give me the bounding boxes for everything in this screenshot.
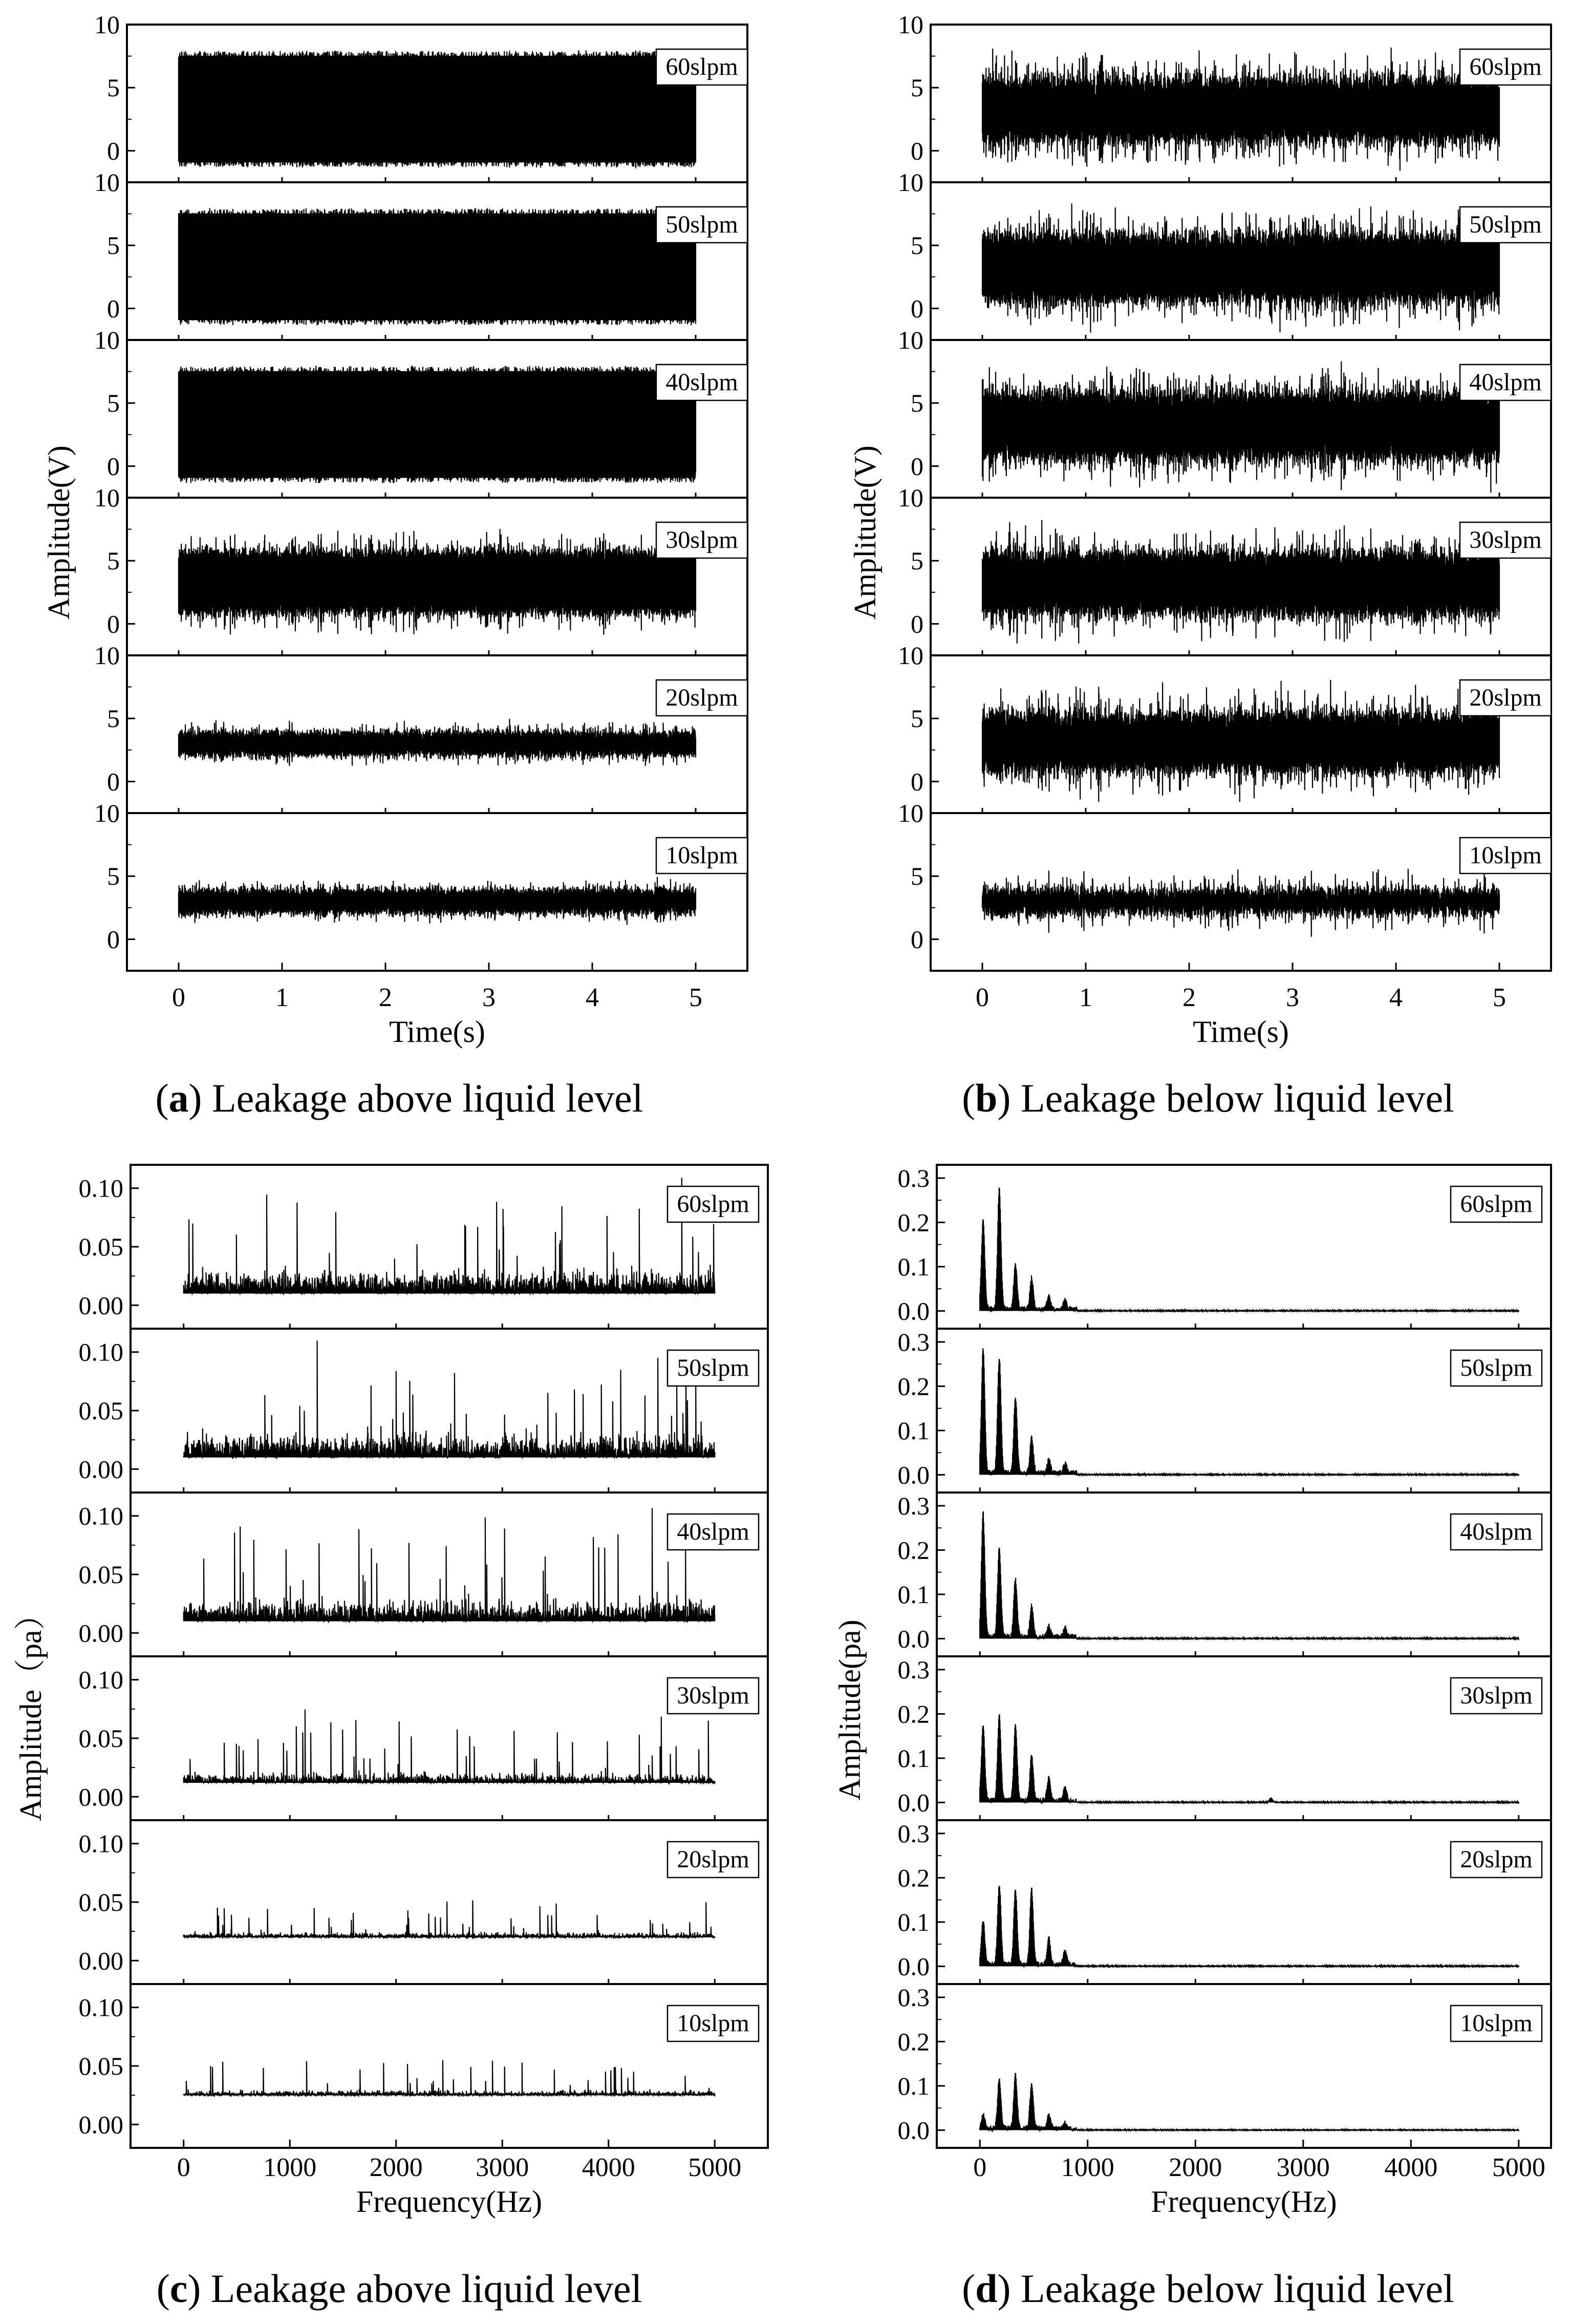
y-tick-label: 0.2 bbox=[897, 2027, 930, 2056]
x-tick-label: 1 bbox=[1079, 983, 1092, 1012]
legend-label: 20slpm bbox=[1460, 1846, 1533, 1873]
y-tick-label: 0.1 bbox=[897, 2071, 930, 2100]
y-tick-label: 0.2 bbox=[897, 1699, 930, 1729]
y-tick-label: 5 bbox=[107, 862, 120, 891]
signal-trace bbox=[982, 680, 1499, 802]
y-tick-label: 0.05 bbox=[78, 1724, 123, 1753]
panel-b-10slpm bbox=[898, 799, 1551, 971]
x-axis-title: Frequency(Hz) bbox=[1151, 2185, 1337, 2219]
y-tick-label: 5 bbox=[107, 231, 120, 260]
spectrum-trace bbox=[980, 1714, 1519, 1802]
legend-label: 30slpm bbox=[677, 1682, 749, 1709]
y-tick-label: 0.00 bbox=[78, 1946, 123, 1975]
x-tick-label: 0 bbox=[172, 983, 185, 1012]
y-tick-label: 0 bbox=[107, 609, 120, 638]
legend-label: 30slpm bbox=[1469, 526, 1542, 553]
chart-a bbox=[42, 10, 747, 1049]
y-tick-label: 0.0 bbox=[897, 1624, 930, 1653]
y-tick-label: 5 bbox=[107, 389, 120, 418]
legend-label: 20slpm bbox=[1469, 684, 1542, 711]
signal-fill bbox=[179, 56, 696, 163]
y-tick-label: 0.3 bbox=[897, 1982, 930, 2012]
y-tick-label: 0.1 bbox=[897, 1416, 930, 1445]
legend-label: 60slpm bbox=[665, 53, 738, 80]
x-tick-label: 0 bbox=[177, 2153, 190, 2182]
spectrum-trace bbox=[980, 1511, 1519, 1639]
y-tick-label: 0.3 bbox=[897, 1327, 930, 1356]
y-tick-label: 0 bbox=[911, 136, 923, 165]
caption-b-letter: b bbox=[975, 1076, 998, 1120]
x-tick-label: 1000 bbox=[263, 2153, 317, 2182]
panel-b-60slpm bbox=[898, 10, 1551, 182]
x-tick-label: 4 bbox=[586, 983, 599, 1012]
y-tick-label: 0.3 bbox=[897, 1163, 930, 1192]
legend-label: 10slpm bbox=[1469, 842, 1542, 869]
x-tick-label: 2 bbox=[379, 983, 392, 1012]
panel-a-30slpm bbox=[94, 483, 747, 655]
signal-trace bbox=[982, 869, 1499, 937]
y-tick-label: 0 bbox=[911, 609, 923, 638]
y-tick-label: 0.10 bbox=[78, 1337, 123, 1367]
panel-b-20slpm bbox=[898, 641, 1551, 813]
y-tick-label: 0 bbox=[107, 136, 120, 165]
signal-trace bbox=[982, 361, 1499, 493]
y-tick-label: 10 bbox=[898, 483, 923, 512]
caption-c-text: ) Leakage above liquid level bbox=[187, 2266, 642, 2311]
y-tick-label: 0.3 bbox=[897, 1491, 930, 1520]
y-tick-label: 0.00 bbox=[78, 1618, 123, 1648]
y-axis-title: Amplitude（pa） bbox=[14, 1599, 48, 1821]
y-tick-label: 5 bbox=[911, 704, 923, 733]
signal-trace bbox=[982, 48, 1499, 171]
legend-label: 10slpm bbox=[677, 2010, 749, 2037]
y-axis-title: Amplitude(pa) bbox=[833, 1619, 867, 1801]
panel-d-20slpm bbox=[898, 1819, 1552, 1984]
x-tick-label: 3 bbox=[1286, 983, 1299, 1012]
y-tick-label: 0.0 bbox=[897, 1296, 930, 1326]
y-tick-label: 10 bbox=[94, 641, 120, 670]
spectrum-trace bbox=[980, 1886, 1519, 1966]
panel-a-60slpm bbox=[94, 10, 747, 182]
spectrum-trace bbox=[184, 1901, 715, 1937]
panel-a-10slpm bbox=[94, 799, 747, 971]
y-tick-label: 0.1 bbox=[897, 1580, 930, 1609]
y-tick-label: 0.0 bbox=[897, 1952, 930, 1981]
x-axis-title: Time(s) bbox=[1193, 1015, 1289, 1049]
legend-label: 40slpm bbox=[1469, 369, 1542, 396]
caption-a-text: ) Leakage above liquid level bbox=[188, 1076, 643, 1120]
panel-d-60slpm bbox=[898, 1164, 1552, 1329]
y-tick-label: 0.3 bbox=[897, 1819, 930, 1848]
y-tick-label: 5 bbox=[107, 546, 120, 575]
x-tick-label: 3 bbox=[482, 983, 496, 1012]
caption-b-text: ) Leakage below liquid level bbox=[997, 1076, 1454, 1120]
y-tick-label: 0.1 bbox=[897, 1252, 930, 1281]
x-tick-label: 2 bbox=[1182, 983, 1196, 1012]
y-tick-label: 0 bbox=[911, 294, 923, 323]
y-tick-label: 0.2 bbox=[897, 1208, 930, 1237]
x-tick-label: 5000 bbox=[1492, 2153, 1545, 2182]
panel-d-30slpm bbox=[898, 1655, 1552, 1820]
y-tick-label: 10 bbox=[94, 326, 120, 354]
chart-c bbox=[14, 1165, 768, 2219]
y-tick-label: 5 bbox=[911, 389, 923, 418]
panel-b-50slpm bbox=[898, 168, 1551, 340]
caption-d: (d) Leakage below liquid level bbox=[962, 2266, 1454, 2311]
x-tick-label: 0 bbox=[973, 2153, 987, 2182]
y-tick-label: 10 bbox=[94, 168, 120, 197]
y-tick-label: 0 bbox=[107, 294, 120, 323]
x-tick-label: 5 bbox=[1493, 983, 1506, 1012]
legend-label: 60slpm bbox=[1469, 53, 1542, 80]
x-tick-label: 5 bbox=[689, 983, 702, 1012]
signal-trace bbox=[982, 520, 1499, 644]
y-tick-label: 0.05 bbox=[78, 1396, 123, 1425]
caption-d-letter: d bbox=[975, 2266, 998, 2311]
panel-d-10slpm bbox=[898, 1983, 1552, 2148]
y-tick-label: 0 bbox=[107, 452, 120, 481]
y-tick-label: 10 bbox=[94, 799, 120, 827]
legend-label: 40slpm bbox=[677, 1518, 749, 1545]
spectrum-trace bbox=[184, 2060, 715, 2095]
panel-a-20slpm bbox=[94, 641, 747, 813]
y-tick-label: 0.05 bbox=[78, 2052, 123, 2080]
y-tick-label: 0.10 bbox=[78, 1174, 123, 1203]
spectrum-trace bbox=[980, 1187, 1519, 1311]
x-tick-label: 3000 bbox=[476, 2153, 529, 2182]
caption-a-letter: a bbox=[168, 1076, 189, 1120]
x-tick-label: 1 bbox=[275, 983, 289, 1012]
legend-label: 30slpm bbox=[665, 526, 738, 553]
panel-c-10slpm bbox=[79, 1984, 768, 2148]
caption-d-text: ) Leakage below liquid level bbox=[997, 2266, 1454, 2311]
y-tick-label: 0.05 bbox=[78, 1560, 123, 1589]
panel-c-50slpm bbox=[79, 1329, 768, 1493]
panel-c-40slpm bbox=[79, 1493, 768, 1656]
x-axis-title: Time(s) bbox=[389, 1015, 485, 1049]
y-tick-label: 10 bbox=[898, 326, 923, 354]
y-tick-label: 0.10 bbox=[78, 1993, 123, 2022]
legend-label: 40slpm bbox=[665, 369, 738, 396]
y-tick-label: 0 bbox=[107, 767, 120, 796]
signal-trace bbox=[179, 529, 696, 635]
legend-label: 50slpm bbox=[677, 1354, 749, 1381]
y-tick-label: 5 bbox=[107, 73, 120, 102]
y-tick-label: 0.1 bbox=[897, 1743, 930, 1773]
chart-d bbox=[833, 1164, 1551, 2219]
y-axis-title: Amplitude(V) bbox=[42, 445, 76, 620]
spectrum-trace bbox=[980, 2073, 1519, 2130]
y-tick-label: 0.0 bbox=[897, 1788, 930, 1817]
chart-b bbox=[848, 10, 1551, 1049]
legend-label: 20slpm bbox=[677, 1846, 749, 1873]
y-tick-label: 0.3 bbox=[897, 1655, 930, 1684]
x-tick-label: 5000 bbox=[688, 2153, 742, 2182]
signal-trace bbox=[982, 204, 1499, 333]
y-tick-label: 10 bbox=[898, 799, 923, 827]
y-tick-label: 5 bbox=[911, 73, 923, 102]
y-tick-label: 10 bbox=[898, 10, 923, 39]
x-axis-title: Frequency(Hz) bbox=[356, 2185, 543, 2219]
y-tick-label: 5 bbox=[911, 231, 923, 260]
y-tick-label: 0 bbox=[911, 925, 923, 954]
y-tick-label: 10 bbox=[94, 483, 120, 512]
y-tick-label: 0.05 bbox=[78, 1888, 123, 1916]
x-tick-label: 4000 bbox=[582, 2153, 635, 2182]
panel-a-40slpm bbox=[94, 326, 747, 498]
y-tick-label: 10 bbox=[94, 10, 120, 39]
spectrum-trace bbox=[184, 1508, 715, 1621]
signal-fill bbox=[179, 371, 696, 478]
x-tick-label: 4000 bbox=[1384, 2153, 1438, 2182]
spectrum-trace bbox=[184, 1710, 715, 1783]
legend-label: 60slpm bbox=[1460, 1190, 1533, 1218]
panel-a-50slpm bbox=[94, 168, 747, 340]
x-tick-label: 4 bbox=[1389, 983, 1403, 1012]
signal-trace bbox=[179, 877, 696, 925]
legend-label: 10slpm bbox=[1460, 2010, 1533, 2037]
spectrum-trace bbox=[980, 1348, 1519, 1475]
y-axis-title: Amplitude(V) bbox=[848, 445, 882, 620]
caption-b: (b) Leakage below liquid level bbox=[962, 1076, 1454, 1120]
legend-label: 50slpm bbox=[1469, 211, 1542, 238]
y-tick-label: 0 bbox=[911, 452, 923, 481]
legend-label: 20slpm bbox=[665, 684, 738, 711]
y-tick-label: 5 bbox=[911, 862, 923, 891]
spectrum-trace bbox=[184, 1340, 715, 1457]
y-tick-label: 0.00 bbox=[78, 2110, 123, 2139]
y-tick-label: 0.2 bbox=[897, 1863, 930, 1892]
panel-d-40slpm bbox=[898, 1491, 1552, 1656]
legend-label: 10slpm bbox=[665, 842, 738, 869]
signal-fill bbox=[179, 214, 696, 321]
y-tick-label: 5 bbox=[911, 546, 923, 575]
y-tick-label: 0.10 bbox=[78, 1829, 123, 1858]
y-tick-label: 10 bbox=[898, 168, 923, 197]
spectrum-trace bbox=[184, 1178, 715, 1293]
x-tick-label: 2000 bbox=[1169, 2153, 1222, 2182]
y-tick-label: 0.05 bbox=[78, 1232, 123, 1261]
y-tick-label: 0.00 bbox=[78, 1782, 123, 1811]
x-tick-label: 0 bbox=[976, 983, 989, 1012]
y-tick-label: 0.2 bbox=[897, 1372, 930, 1401]
y-tick-label: 0.10 bbox=[78, 1501, 123, 1530]
panel-c-60slpm bbox=[79, 1165, 768, 1329]
legend-label: 50slpm bbox=[1460, 1354, 1533, 1381]
legend-label: 60slpm bbox=[677, 1190, 749, 1218]
x-tick-label: 2000 bbox=[369, 2153, 423, 2182]
panel-b-30slpm bbox=[898, 483, 1551, 655]
y-tick-label: 0.10 bbox=[78, 1665, 123, 1694]
panel-c-20slpm bbox=[79, 1820, 768, 1984]
panel-d-50slpm bbox=[898, 1328, 1552, 1493]
legend-label: 50slpm bbox=[665, 211, 738, 238]
y-tick-label: 0 bbox=[107, 925, 120, 954]
caption-c-letter: c bbox=[169, 2266, 188, 2311]
y-tick-label: 0.0 bbox=[897, 2116, 930, 2145]
y-tick-label: 10 bbox=[898, 641, 923, 670]
y-tick-label: 0.0 bbox=[897, 1460, 930, 1489]
panel-c-30slpm bbox=[79, 1656, 768, 1820]
legend-label: 30slpm bbox=[1460, 1682, 1533, 1709]
caption-c: (c) Leakage above liquid level bbox=[156, 2266, 642, 2311]
legend-label: 40slpm bbox=[1460, 1518, 1533, 1545]
y-tick-label: 0 bbox=[911, 767, 923, 796]
panel-b-40slpm bbox=[898, 326, 1551, 498]
y-tick-label: 0.2 bbox=[897, 1536, 930, 1565]
y-tick-label: 5 bbox=[107, 704, 120, 733]
y-tick-label: 0.1 bbox=[897, 1907, 930, 1936]
signal-trace bbox=[179, 719, 696, 766]
x-tick-label: 1000 bbox=[1061, 2153, 1114, 2182]
y-tick-label: 0.00 bbox=[78, 1291, 123, 1320]
y-tick-label: 0.00 bbox=[78, 1455, 123, 1484]
caption-a: (a) Leakage above liquid level bbox=[155, 1076, 643, 1120]
x-tick-label: 3000 bbox=[1276, 2153, 1330, 2182]
